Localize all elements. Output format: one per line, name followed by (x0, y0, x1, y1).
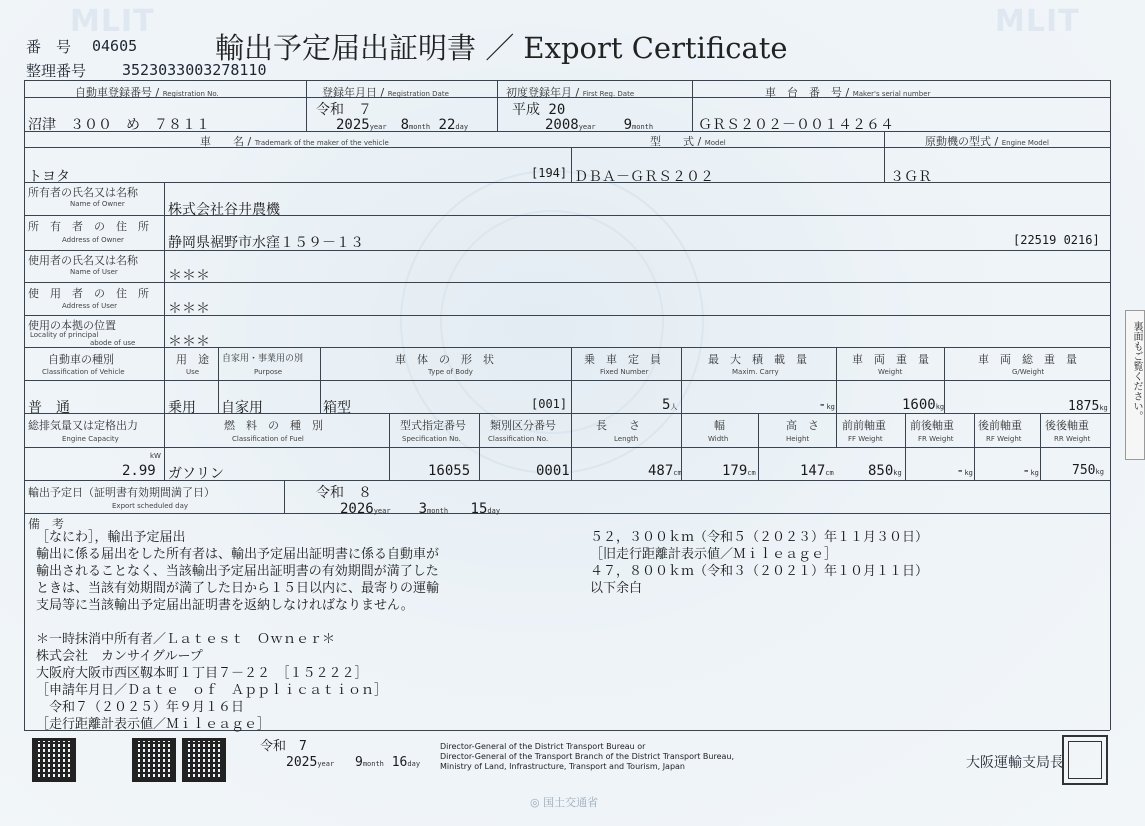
mileage-line: 以下余白 (590, 581, 643, 596)
spec-no-label: 型式指定番号 (400, 419, 466, 432)
watermark-logo-left: MLIT (70, 4, 155, 39)
director-general-line-2: Director-General of the Transport Branch of the District Transport Bureau, (440, 752, 735, 761)
gross-weight-label: 車 両 総 重 量 (978, 353, 1077, 366)
export-era: 令和 ８ (316, 485, 372, 501)
fuel-type: ガソリン (168, 466, 224, 482)
specification-number: 16055 (428, 463, 471, 479)
owner-name-label: 所有者の氏名又は名称 (28, 186, 138, 199)
fr-weight-label: 前後軸重 (910, 419, 954, 432)
rr-weight-label: 後後軸重 (1045, 419, 1089, 432)
remarks-line: 輸出されることなく、当該輸出予定届出証明書の有効期間が満了した (36, 564, 439, 579)
remarks-line: 株式会社 カンサイグループ (36, 649, 203, 664)
rf-weight-label: 後前軸重 (978, 419, 1022, 432)
max-carry-label: 最 大 積 載 量 (708, 353, 807, 366)
remarks-right (590, 529, 928, 597)
remarks-label: 備 考 (28, 517, 65, 531)
see-reverse-note: 裏面もご覧ください。 (1125, 310, 1145, 460)
classification-number: 0001 (536, 463, 570, 479)
height-label: 高 さ (786, 419, 819, 432)
export-date-label: 輸出予定日（証明書有効期間満了日） (28, 486, 215, 499)
registration-era: 令和 ７ (316, 102, 372, 118)
owner-name: 株式会社谷井農機 (168, 202, 280, 218)
class-no-label: 類別区分番号 (490, 419, 556, 432)
engine-capacity-label: 総排気量又は定格出力 (28, 419, 138, 432)
chassis-number: ＧＲＳ２０２－００１４２６４ (698, 117, 894, 133)
principal-locality: ＊＊＊ (168, 334, 210, 350)
engine-model: ３ＧＲ (890, 169, 932, 185)
qr-code-1 (32, 738, 76, 782)
vehicle-class-label: 自動車の種別 (48, 353, 114, 366)
engine-model-label: 原動機の型式 / Engine Model (925, 135, 1049, 148)
remarks-line: ときは、当該有効期間が満了した日から１５日以内に、最寄りの運輸 (36, 581, 440, 596)
vehicle-name-label: 車 名 / Trademark of the maker of the vehicle (200, 135, 389, 148)
width-label: 幅 (714, 419, 725, 432)
vehicle-purpose: 自家用 (221, 400, 263, 416)
remarks-line: 支局等に当該輸出予定届出証明書を返納しなければなりません。 (36, 598, 414, 613)
rr-weight: 750kg (1072, 463, 1104, 478)
qr-code-3 (182, 738, 226, 782)
owner-address-label: 所 有 者 の 住 所 (28, 220, 149, 233)
max-carry: -kg (818, 397, 835, 413)
vehicle-name: トヨタ (28, 169, 70, 185)
registration-no-label: 自動車登録番号 / Registration No. (75, 86, 219, 99)
height: 147cm (800, 463, 834, 479)
director-general-line-3: Ministry of Land, Infrastructure, Transport and Tourism, Japan (440, 762, 686, 771)
remarks-line: 輸出に係る届出をした所有者は、輸出予定届出証明書に係る自動車が (36, 547, 440, 562)
page-title: 輸出予定届出証明書 ／ Export Certificate (215, 31, 788, 65)
remarks-line: ［なにわ］，輸出予定届出 (36, 530, 186, 545)
vehicle-class: 普 通 (28, 400, 70, 416)
watermark-logo-right: MLIT (995, 4, 1080, 39)
chassis-number-label: 車 台 番 号 / Maker's serial number (765, 86, 931, 99)
vehicle-use: 乗用 (168, 400, 196, 416)
user-name: ＊＊＊ (168, 268, 210, 284)
remarks-line: ［走行距離計表示値／Ｍｉｌｅａｇｅ］ (36, 717, 271, 732)
length: 487cm (648, 463, 682, 479)
remarks-line: 令和７（２０２５）年９月１６日 (36, 700, 245, 715)
fr-weight: -kg (956, 463, 973, 479)
owner-address: 静岡県裾野市水窪１５９－１３ (168, 235, 364, 251)
certificate-number: 04605 (92, 37, 138, 55)
weight-label: 車 両 重 量 (852, 353, 929, 366)
remarks-line: ＊一時抹消中所有者／Ｌａｔｅｓｔ Ｏｗｎｅｒ＊ (36, 632, 336, 647)
remarks-line: ［申請年月日／Ｄａｔｅ ｏｆ Ａｐｐｌｉｃａｔｉｏｎ］ (36, 683, 388, 698)
use-label: 用 途 (176, 353, 209, 366)
issue-era: 令和 7 (260, 739, 307, 754)
fuel-label: 燃 料 の 種 別 (224, 419, 323, 432)
ff-weight-label: 前前軸重 (842, 419, 886, 432)
official-seal-stamp (1062, 735, 1108, 785)
remarks-line: 大阪府大阪市西区靱本町１丁目７－２２ ［１５２２２］ (36, 666, 368, 681)
engine-capacity: 2.99 (122, 463, 156, 479)
owner-address-code: [22519 0216] (1013, 233, 1100, 247)
seating-capacity: 5人 (662, 397, 678, 413)
serial-number: 3523033003278110 (122, 61, 267, 79)
body-type-label: 車 体 の 形 状 (395, 353, 494, 366)
vehicle-weight: 1600kg (902, 397, 945, 413)
remarks-line (36, 614, 439, 631)
ministry-logo: ◎ 国土交通省 (530, 796, 599, 809)
width: 179cm (722, 463, 756, 479)
ff-weight: 850kg (868, 463, 902, 479)
registration-number: 沼津 ３００ め ７８１１ (28, 117, 210, 133)
rf-weight: -kg (1022, 463, 1039, 479)
principal-locality-label: 使用の本拠の位置 (28, 319, 116, 332)
gross-weight: 1875kg (1068, 399, 1108, 414)
user-address-label: 使 用 者 の 住 所 (28, 287, 149, 300)
length-label: 長 さ (596, 419, 640, 432)
registration-date-label: 登録年月日 / Registration Date (322, 86, 449, 99)
first-registration-date: 2008year 9month (545, 117, 654, 133)
user-address: ＊＊＊ (168, 301, 210, 317)
first-registration-label: 初度登録年月 / First Reg. Date (506, 86, 635, 99)
model-label: 型 式 / Model (650, 135, 726, 148)
director-general-line-1: Director-General of the District Transport Bureau or (440, 742, 646, 751)
user-name-label: 使用者の氏名又は名称 (28, 254, 138, 267)
model-code: [194] (531, 166, 568, 180)
issue-date: 2025year 9month 16day (286, 755, 421, 770)
registration-year: 2025year 8month 22day (336, 117, 469, 133)
export-date: 2026year 3month 15day (340, 501, 501, 517)
first-registration-era: 平成 20 (512, 102, 566, 118)
mileage-line: ４７，８００ｋｍ（令和３（２０２１）年１０月１１日） (590, 564, 929, 579)
qr-code-2 (132, 738, 176, 782)
body-type: 箱型 (323, 400, 351, 416)
serial-number-label: 整理番号 (26, 62, 87, 80)
purpose-label: 自家用・事業用の別 (222, 354, 304, 364)
certificate-number-label: 番 号 (26, 38, 72, 56)
mileage-line: ［旧走行距離計表示値／Ｍｉｌｅａｇｅ］ (590, 547, 838, 562)
remarks-left (36, 529, 439, 733)
vehicle-model: ＤＢＡ－ＧＲＳ２０２ (574, 169, 714, 185)
capacity-label: 乗 車 定 員 (584, 353, 661, 366)
body-type-code: [001] (531, 397, 568, 411)
issuer-name: 大阪運輸支局長 (966, 755, 1064, 771)
mileage-line: ５２，３００ｋｍ（令和５（２０２３）年１１月３０日） (590, 530, 929, 545)
